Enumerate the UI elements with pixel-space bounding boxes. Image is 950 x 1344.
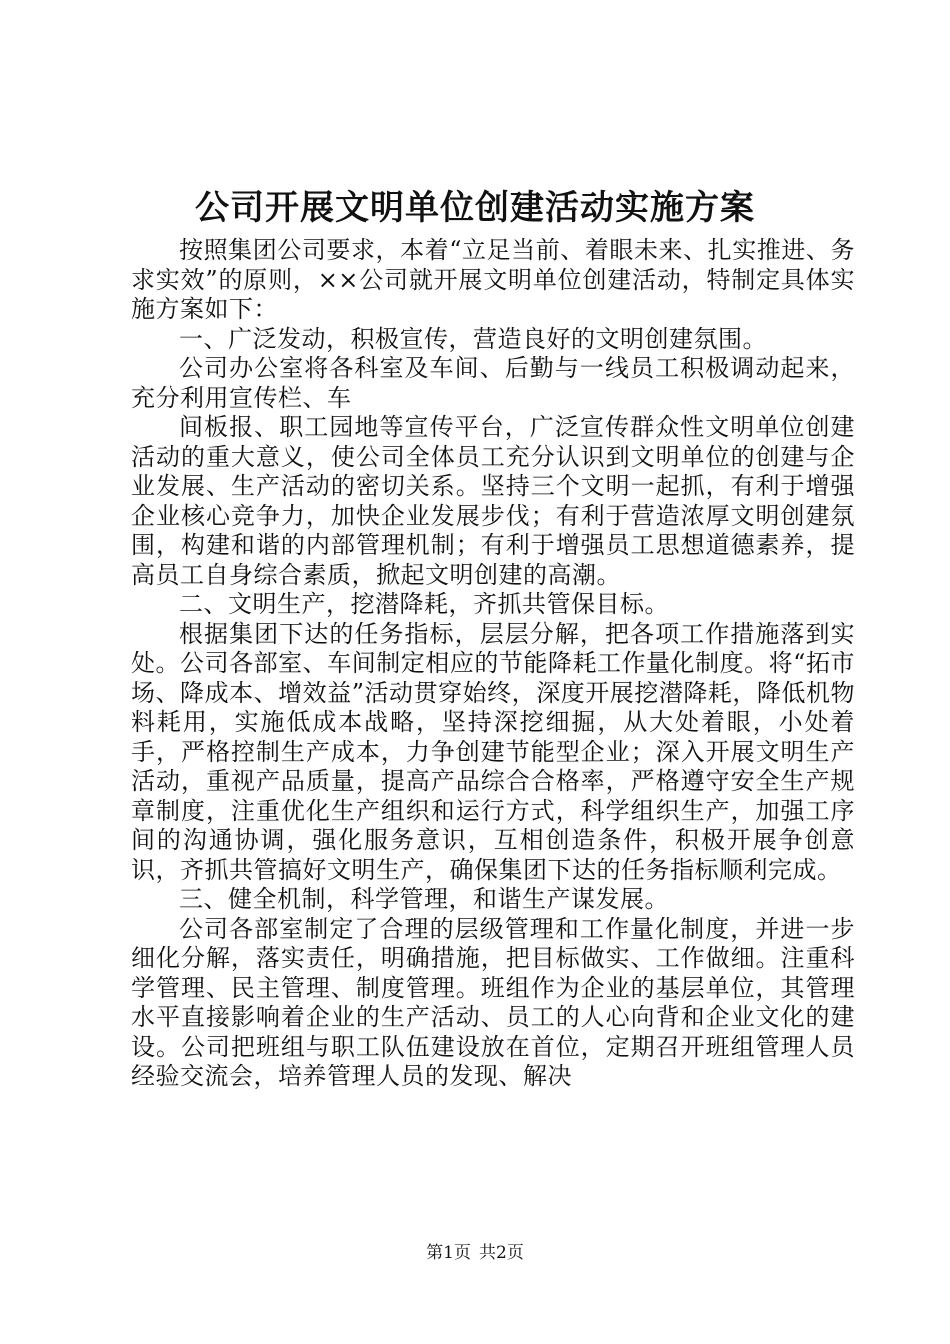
- section-heading-2: 二、文明生产，挖潜降耗，齐抓共管保目标。: [179, 590, 669, 618]
- paragraph-section-3: 公司各部室制定了合理的层级管理和工作量化制度，并进一步细化分解，落实责任，明确措施，把目标做实、工作做细。注重科学管理、民主管理、制度管理。班组作为企业的基层单位，其管理水平直接影响着企业的生产活动、员工的人心向背和企业文化的建设。公司把班组与职工队伍建设放在首位，定期召开班组管理人员经验交流会，培养管理人员的发现、解决: [131, 914, 855, 1090]
- document-title: 公司开展文明单位创建活动实施方案: [195, 188, 755, 228]
- section-heading-3: 三、健全机制，科学管理，和谐生产谋发展。: [179, 885, 669, 913]
- paragraph-intro: 按照集团公司要求，本着“立足当前、着眼未来、扎实推进、务求实效”的原则，××公司就开展文明单位创建活动，特制定具体实施方案如下：: [131, 236, 855, 323]
- document-body: [131, 236, 855, 1092]
- page-footer: [0, 1242, 950, 1264]
- page-number-total: 共2页: [479, 1243, 524, 1263]
- paragraph-section-1-a: 公司办公室将各科室及车间、后勤与一线员工积极调动起来，充分利用宣传栏、车: [131, 354, 855, 412]
- paragraph-section-2: 根据集团下达的任务指标，层层分解，把各项工作措施落到实处。公司各部室、车间制定相应的节能降耗工作量化制度。将“拓市场、降成本、增效益”活动贯穿始终，深度开展挖潜降耗，降低机物料耗用，实施低成本战略，坚持深挖细掘，从大处着眼，小处着手，严格控制生产成本，力争创建节能型企业；深入开展文明生产活动，重视产品质量，提高产品综合合格率，严格遵守安全生产规章制度，注重优化生产组织和运行方式，科学组织生产，加强工序间的沟通协调，强化服务意识，互相创造条件，积极开展争创意识，齐抓共管搞好文明生产，确保集团下达的任务指标顺利完成。: [131, 619, 855, 884]
- section-heading-1: 一、广泛发动，积极宣传，营造良好的文明创建氛围。: [179, 324, 767, 353]
- page-number-current: 第1页: [426, 1243, 471, 1263]
- paragraph-section-1-b: 间板报、职工园地等宣传平台，广泛宣传群众性文明单位创建活动的重大意义，使公司全体员工充分认识到文明单位的创建与企业发展、生产活动的密切关系。坚持三个文明一起抓，有利于增强企业核心竞争力，加快企业发展步伐；有利于营造浓厚文明创建氛围，构建和谐的内部管理机制；有利于增强员工思想道德素养，提高员工自身综合素质，掀起文明创建的高潮。: [131, 413, 855, 589]
